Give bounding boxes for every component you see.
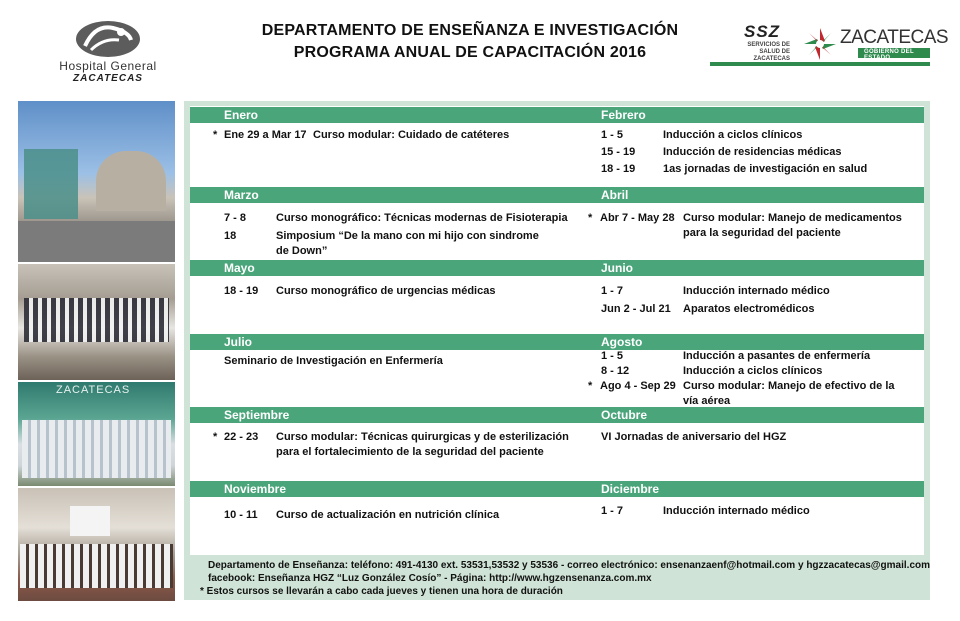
hospital-name: Hospital General bbox=[59, 59, 157, 73]
contact-footer bbox=[200, 559, 931, 598]
event-date: Ago 4 - Sep 29 bbox=[600, 380, 676, 392]
event-text: Simposium “De la mano con mi hijo con sindrome bbox=[276, 230, 539, 242]
event-date: 1 - 7 bbox=[601, 285, 624, 297]
event-text: Curso monográfico: Técnicas modernas de Fisioterapia bbox=[276, 212, 568, 224]
hospital-logo bbox=[48, 18, 168, 88]
event-text: Seminario de Investigación en Enfermería bbox=[224, 355, 443, 367]
event-date: Ene 29 a Mar 17 bbox=[224, 129, 307, 141]
event-text: Curso modular: Manejo de efectivo de la bbox=[683, 380, 895, 392]
ssz-logo bbox=[708, 18, 949, 70]
footer-contact-line: Departamento de Enseñanza: teléfono: 491-4130 ext. 53531,53532 y 53536 - correo electrónico: ensenanzaenf@hotmail.com y hgzzacatecas@gmail.com bbox=[208, 560, 931, 571]
event-date: 1 - 7 bbox=[601, 505, 624, 517]
month-bar-septiembre: Septiembre bbox=[190, 407, 568, 423]
month-bar-agosto: Agosto bbox=[567, 334, 924, 350]
event-text: Curso modular: Manejo de medicamentos bbox=[683, 212, 902, 224]
state-subtitle: GOBIERNO DEL ESTADO bbox=[864, 49, 914, 61]
event-text: Aparatos electromédicos bbox=[683, 303, 815, 315]
month-bar-enero: Enero bbox=[190, 107, 568, 123]
event-text: Curso modular: Cuidado de catéteres bbox=[313, 129, 510, 141]
event-text-continued: para el fortalecimiento de la seguridad del paciente bbox=[276, 446, 544, 458]
month-bar-abril: Abril bbox=[567, 187, 924, 203]
month-bar-junio: Junio bbox=[567, 260, 924, 276]
event-date: 18 - 19 bbox=[224, 285, 259, 297]
footer-web-line: facebook: Enseñanza HGZ “Luz González Cosío” - Página: http://www.hgzensenanza.com.mx bbox=[208, 573, 652, 584]
photo-sign: ZACATECAS bbox=[56, 384, 131, 396]
event-text-continued: de Down” bbox=[276, 245, 328, 257]
event-text: Curso modular: Técnicas quirurgicas y de esterilización bbox=[276, 431, 569, 443]
month-bar-noviembre: Noviembre bbox=[190, 481, 568, 497]
hospital-city: ZACATECAS bbox=[73, 73, 143, 84]
staff-group-photo-1 bbox=[18, 264, 175, 380]
event-text: VI Jornadas de aniversario del HGZ bbox=[601, 431, 787, 443]
asterisk-marker: * bbox=[213, 129, 218, 141]
staff-group-photo-2 bbox=[18, 382, 175, 486]
month-bar-febrero: Febrero bbox=[567, 107, 924, 123]
title-line-2: PROGRAMA ANUAL DE CAPACITACIÓN 2016 bbox=[293, 44, 647, 61]
event-text-continued: para la seguridad del paciente bbox=[683, 227, 841, 239]
event-text: Inducción internado médico bbox=[683, 285, 830, 297]
event-text: Inducción internado médico bbox=[663, 505, 810, 517]
event-date: 18 bbox=[224, 230, 237, 242]
event-date: 10 - 11 bbox=[224, 509, 258, 521]
month-bar-julio: Julio bbox=[190, 334, 568, 350]
hospital-building-photo bbox=[18, 101, 175, 262]
asterisk-marker: * bbox=[588, 380, 593, 392]
ssz-sub-2: SALUD DE ZACATECAS bbox=[753, 49, 790, 62]
asterisk-marker: * bbox=[588, 212, 593, 224]
month-bar-diciembre: Diciembre bbox=[567, 481, 924, 497]
month-bar-marzo: Marzo bbox=[190, 187, 568, 203]
event-date: 18 - 19 bbox=[601, 163, 636, 175]
page-title bbox=[240, 20, 700, 64]
staff-group-photo-3 bbox=[18, 488, 175, 601]
event-date: 22 - 23 bbox=[224, 431, 259, 443]
event-text: Inducción a ciclos clínicos bbox=[683, 365, 823, 377]
event-text: Inducción de residencias médicas bbox=[663, 146, 842, 158]
ssz-subtitle bbox=[738, 42, 790, 63]
event-text: Curso de actualización en nutrición clínica bbox=[276, 509, 500, 521]
hospital-emblem-icon bbox=[73, 18, 143, 60]
state-name: ZACATECAS bbox=[840, 27, 949, 48]
event-date: 1 - 5 bbox=[601, 129, 624, 141]
event-date: Abr 7 - May 28 bbox=[600, 212, 675, 224]
event-text: Curso monográfico de urgencias médicas bbox=[276, 285, 496, 297]
ssz-abbr: SSZ bbox=[744, 22, 781, 41]
event-date: 15 - 19 bbox=[601, 146, 636, 158]
event-date: 7 - 8 bbox=[224, 212, 247, 224]
asterisk-marker: * bbox=[213, 431, 218, 443]
event-text: 1as jornadas de investigación en salud bbox=[663, 163, 868, 175]
event-date: Jun 2 - Jul 21 bbox=[601, 303, 671, 315]
event-date: 1 - 5 bbox=[601, 350, 624, 362]
footer-note: * Estos cursos se llevarán a cabo cada jueves y tienen una hora de duración bbox=[200, 586, 563, 597]
ssz-sub-1: SERVICIOS DE bbox=[747, 42, 790, 48]
event-text-continued: vía aérea bbox=[683, 395, 731, 407]
month-bar-octubre: Octubre bbox=[567, 407, 924, 423]
event-text: Inducción a pasantes de enfermería bbox=[683, 350, 871, 362]
title-line-1: DEPARTAMENTO DE ENSEÑANZA E INVESTIGACIÓN bbox=[261, 22, 679, 39]
month-bar-mayo: Mayo bbox=[190, 260, 568, 276]
event-text: Inducción a ciclos clínicos bbox=[663, 129, 803, 141]
event-date: 8 - 12 bbox=[601, 365, 630, 377]
